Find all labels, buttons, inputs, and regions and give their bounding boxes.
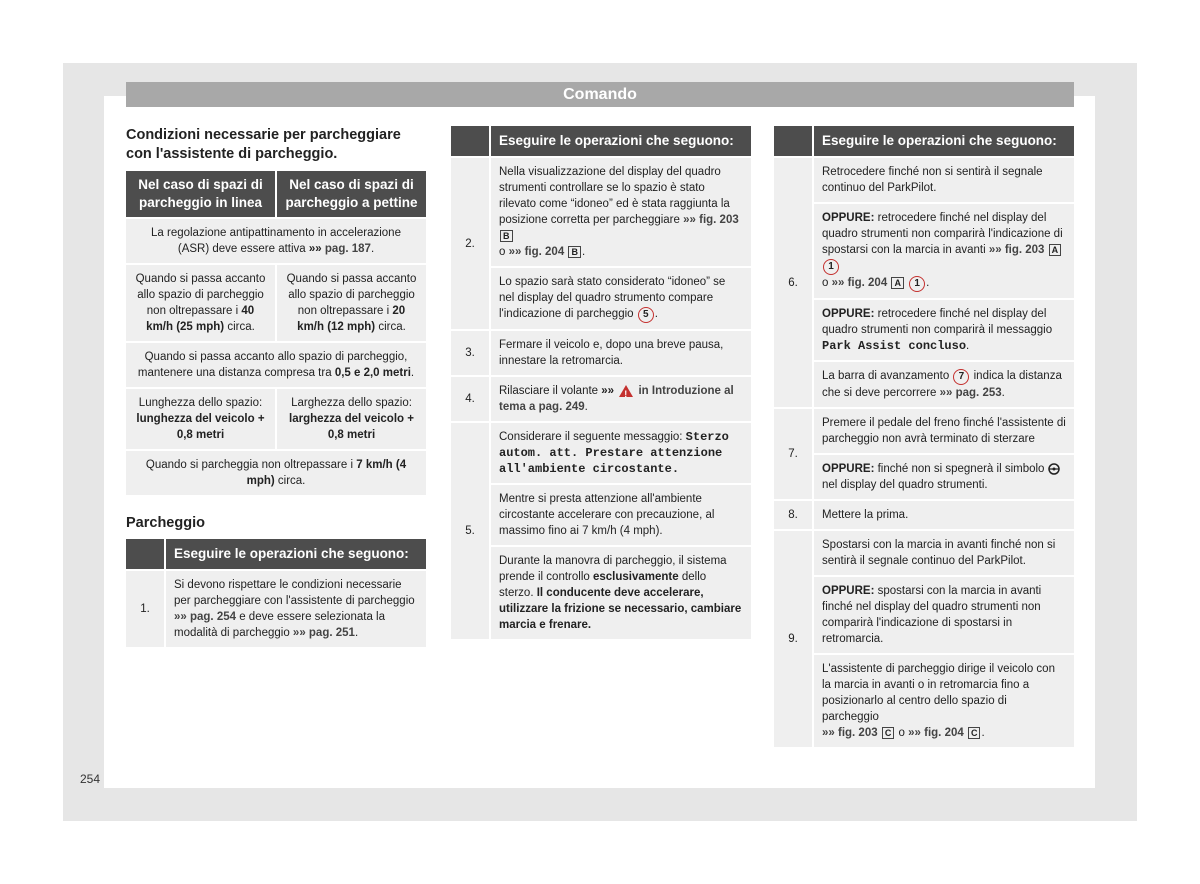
middle-column — [449, 124, 751, 641]
steps-table-middle: Eseguire le operazioni che seguono: 2. Nella visualizzazione del display del quadro strumenti controllare se lo spazio è stato rilevato come “idoneo” ed è stata raggiunta la posizione corretta per parcheggiare »» fig. 203 B o »» fig. 204 B . Lo spazio sarà stato considerato “idoneo” se nel display del quadro strumento compare l'indicazione di parcheggio 5 . 3. Fermare il veicolo e, dopo una breve pausa, innestare la retromarcia. 4. Rilasciare il volante »» ! in Introduzione al tema a pag. 249. 5. Considerare il seguente messaggio: Sterzo autom. att. Prestare attenzione all'ambiente circostante. Mentre si presta attenzione all'ambiente circostante accelerare con precauzione, al massimo fino ai 7 km/h (4 mph). Durante la manovra di parcheggio, il sistema prende il controllo esclusivamente dello sterzo. Il conducente deve accelerare, utilizzare la frizione se necessario, cambiare marcia e frenare. — [449, 124, 753, 641]
figure-link[interactable]: »» fig. 204 — [831, 277, 888, 289]
warning-icon — [619, 385, 633, 397]
step-row: 1. Si devono rispettare le condizioni necessarie per parcheggiare con l'assistente di parcheggio »» pag. 254 e deve essere selezionata la modalità di parcheggio »» pag. 251. — [126, 571, 426, 647]
right-column — [772, 124, 1074, 749]
page-link[interactable]: »» pag. 253 — [939, 387, 1002, 399]
width-perpendicular: Larghezza dello spazio: larghezza del veicolo + 0,8 metri — [277, 389, 426, 449]
steering-wheel-icon — [1048, 463, 1060, 475]
step-row: 6. Retrocedere finché non si sentirà il segnale continuo del ParkPilot. — [774, 158, 1074, 202]
asr-requirement: La regolazione antipattinamento in accelerazione (ASR) deve essere attiva »» pag. 187. — [126, 219, 426, 263]
length-inline: Lunghezza dello spazio: lunghezza del veicolo + 0,8 metri — [126, 389, 275, 449]
steps-header: Eseguire le operazioni che seguono: — [166, 539, 426, 569]
steps-header: Eseguire le operazioni che seguono: — [491, 126, 751, 156]
requirements-table — [124, 169, 428, 497]
figure-link[interactable]: »» fig. 204 — [908, 727, 964, 739]
speed-inline: Quando si passa accanto allo spazio di parcheggio non oltrepassare i 40 km/h (25 mph) circa. — [126, 265, 275, 341]
speed-perpendicular: Quando si passa accanto allo spazio di parcheggio non oltrepassare i 20 km/h (12 mph) circa. — [277, 265, 426, 341]
distance-requirement: Quando si passa accanto allo spazio di parcheggio, mantenere una distanza compresa tra 0,5 e 2,0 metri. — [126, 343, 426, 387]
step-row: 2. Nella visualizzazione del display del quadro strumenti controllare se lo spazio è stato rilevato come “idoneo” ed è stata raggiunta la posizione corretta per parcheggiare »» fig. 203 B o »» fig. 204 B . — [451, 158, 751, 266]
display-message: Sterzo autom. att. Prestare attenzione all'ambiente circostante. — [499, 430, 729, 476]
figure-link[interactable]: »» fig. 204 — [508, 246, 565, 258]
step-row: 4. Rilasciare il volante »» ! in Introduzione al tema a pag. 249. — [451, 377, 751, 421]
figure-link[interactable]: »» fig. 203 — [822, 727, 878, 739]
display-message: Park Assist concluso — [822, 339, 967, 353]
steps-table-left — [124, 537, 428, 649]
page-number: 254 — [80, 772, 101, 786]
parcheggio-heading: Parcheggio — [126, 515, 205, 531]
step-row: 7. Premere il pedale del freno finché l'assistente di parcheggio non avrà terminato di sterzare — [774, 409, 1074, 453]
steps-table-right: Eseguire le operazioni che seguono: 6. Retrocedere finché non si sentirà il segnale continuo del ParkPilot. OPPURE: retrocedere finché nel display del quadro strumenti non comparirà l'indicazione di spostarsi con la marcia in avanti »» fig. 203 A 1 o »» fig. 204 A 1 . OPPURE: retrocedere finché nel display del quadro strumenti non comparirà il messaggio Park Assist concluso. La barra di avanzamento 7 indica la distanza che si deve percorrere »» pag. 253. 7. Premere il pedale del freno finché l'assistente di parcheggio non avrà terminato di sterzare OPPURE: finché non si spegnerà il simbolo nel display del quadro strumenti. 8. Mettere la prima. 9. Spostarsi con la marcia in avanti finché non si sentirà il segnale continuo del ParkPilot. OPPURE: spostarsi con la marcia in avanti finché nel display del quadro strumenti non comparirà l'indicazione di spostarsi in retromarcia. L'assistente di parcheggio dirige il veicolo con la marcia in avanti o in retromarcia fino a posizionarlo al centro dello spazio di parcheggio »» fig. 203 C o »» fig. 204 C . — [772, 124, 1076, 749]
left-column — [126, 126, 428, 649]
page-link[interactable]: »» pag. 254 — [174, 611, 237, 623]
asr-page-link[interactable]: pag. 187 — [324, 243, 371, 255]
header-inline: Nel caso di spazi di parcheggio in linea — [126, 171, 275, 217]
section-title: Comando — [126, 82, 1074, 107]
requirements-heading: Condizioni necessarie per parcheggiare con l'assistente di parcheggio. — [126, 127, 401, 162]
figure-link[interactable]: »» fig. 203 — [683, 214, 739, 226]
park-speed-requirement: Quando si parcheggia non oltrepassare i 7 km/h (4 mph) circa. — [126, 451, 426, 495]
step-row: 9. Spostarsi con la marcia in avanti finché non si sentirà il segnale continuo del ParkPilot. — [774, 531, 1074, 575]
page-link[interactable]: »» pag. 251 — [292, 627, 355, 639]
warning-link[interactable]: in Introduzione al tema a pag. 249 — [499, 385, 734, 413]
steps-header: Eseguire le operazioni che seguono: — [814, 126, 1074, 156]
step-row: 8. Mettere la prima. — [774, 501, 1074, 529]
figure-link[interactable]: »» fig. 203 — [988, 244, 1045, 256]
header-perpendicular: Nel caso di spazi di parcheggio a pettine — [277, 171, 426, 217]
step-row: 5. Considerare il seguente messaggio: Sterzo autom. att. Prestare attenzione all'ambiente circostante. — [451, 423, 751, 483]
step-row: 3. Fermare il veicolo e, dopo una breve pausa, innestare la retromarcia. — [451, 331, 751, 375]
